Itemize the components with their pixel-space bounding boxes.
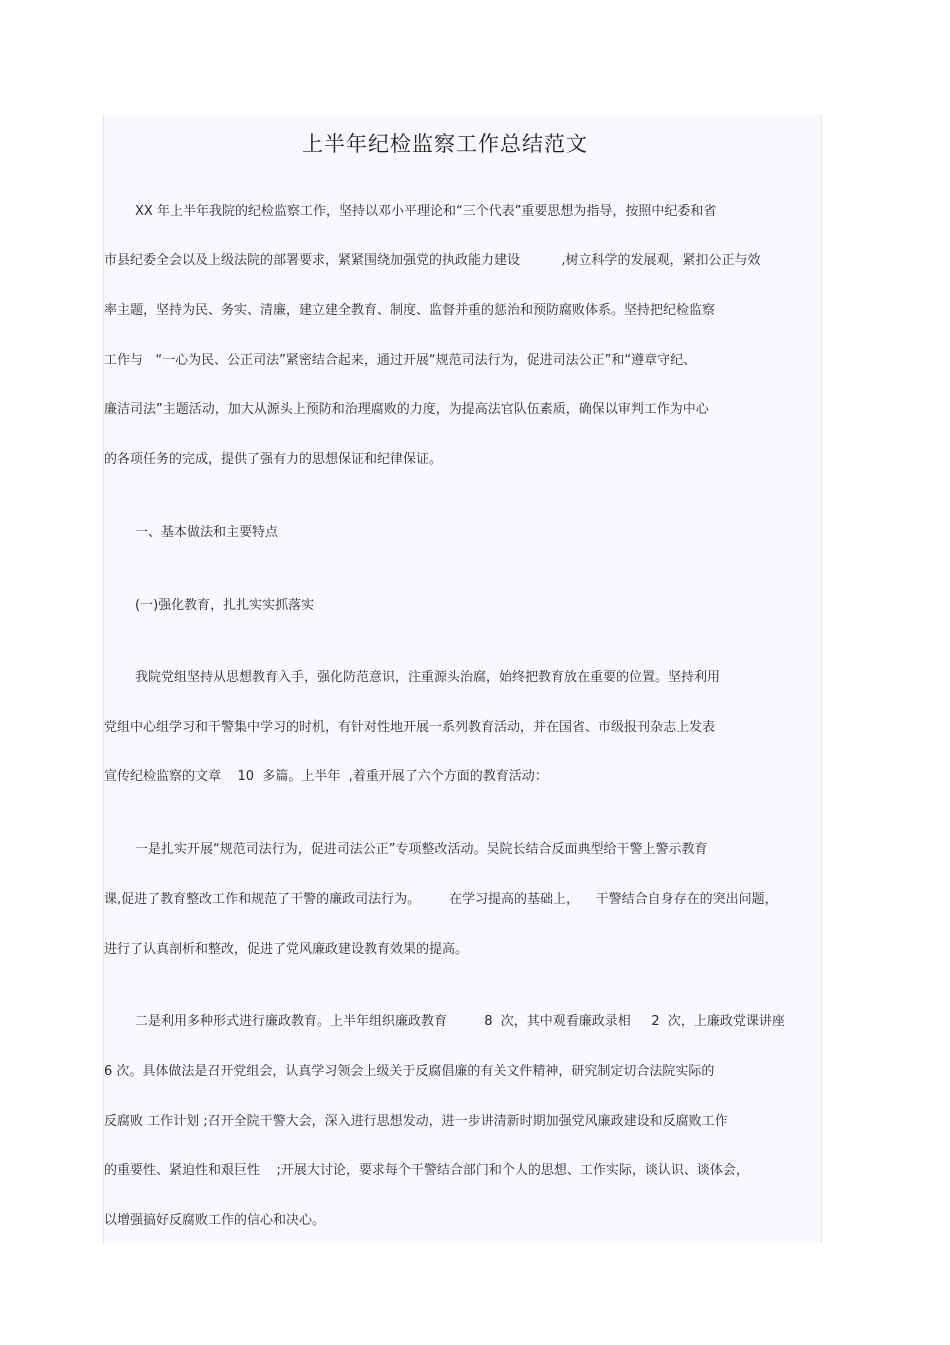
paragraph-line: 以增强搞好反腐败工作的信心和决心。 — [104, 1213, 326, 1228]
paragraph-line: 市县纪委全会以及上级法院的部署要求，紧紧围绕加强党的执政能力建设 ,树立科学的发展观，紧扣公正与效 — [104, 253, 761, 268]
paragraph-line: 反腐败 工作计划 ;召开全院干警大会，深入进行思想发动，进一步讲清新时期加强党风廉政建设和反腐败工作 — [104, 1114, 728, 1129]
paragraph-line: 二是利用多种形式进行廉政教育。上半年组织廉政教育 8 次，其中观看廉政录相 2 次，上廉政党课讲座 — [135, 1014, 785, 1029]
paragraph-line: 进行了认真剖析和整改，促进了党风廉政建设教育效果的提高。 — [104, 942, 469, 957]
paragraph-line: 我院党组坚持从思想教育入手，强化防范意识，注重源头治腐，始终把教育放在重要的位置。坚持利用 — [135, 670, 721, 685]
paragraph-line: 工作与 “一心为民、公正司法”紧密结合起来，通过开展“规范司法行为，促进司法公正”和“遵章守纪、 — [104, 353, 697, 368]
section-heading: 一、基本做法和主要特点 — [135, 525, 279, 540]
paragraph-line: 6 次。具体做法是召开党组会，认真学习领会上级关于反腐倡廉的有关文件精神，研究制定切合法院实际的 — [104, 1064, 715, 1079]
document-title: 上半年纪检监察工作总结范文 — [302, 132, 588, 156]
paragraph-line: 课,促进了教育整改工作和规范了干警的廉政司法行为。 在学习提高的基础上， 干警结合自身存在的突出问题， — [104, 892, 778, 907]
paragraph-line: 党组中心组学习和干警集中学习的时机，有针对性地开展一系列教育活动，并在国省、市级报刊杂志上发表 — [104, 720, 716, 735]
paragraph-line: 的各项任务的完成，提供了强有力的思想保证和纪律保证。 — [104, 452, 443, 467]
paragraph-line: 宣传纪检监察的文章 10 多篇。上半年 ,着重开展了六个方面的教育活动： — [104, 769, 548, 784]
subsection-heading: (一)强化教育，扎扎实实抓落实 — [135, 598, 315, 613]
paragraph-line: 的重要性、紧迫性和艰巨性 ;开展大讨论，要求每个干警结合部门和个人的思想、工作实际，谈认识、谈体会， — [104, 1163, 749, 1178]
paragraph-line: 一是扎实开展“规范司法行为，促进司法公正”专项整改活动。吴院长结合反面典型给干警上警示教育 — [135, 842, 708, 857]
paragraph-line: 廉洁司法”主题活动，加大从源头上预防和治理腐败的力度，为提高法官队伍素质，确保以审判工作为中心 — [104, 402, 709, 417]
paragraph-line: 率主题，坚持为民、务实、清廉，建立建全教育、制度、监督并重的惩治和预防腐败体系。坚持把纪检监察 — [104, 303, 716, 318]
paragraph-line: XX 年上半年我院的纪检监察工作，坚持以邓小平理论和“三个代表”重要思想为指导，按照中纪委和省 — [135, 204, 717, 219]
